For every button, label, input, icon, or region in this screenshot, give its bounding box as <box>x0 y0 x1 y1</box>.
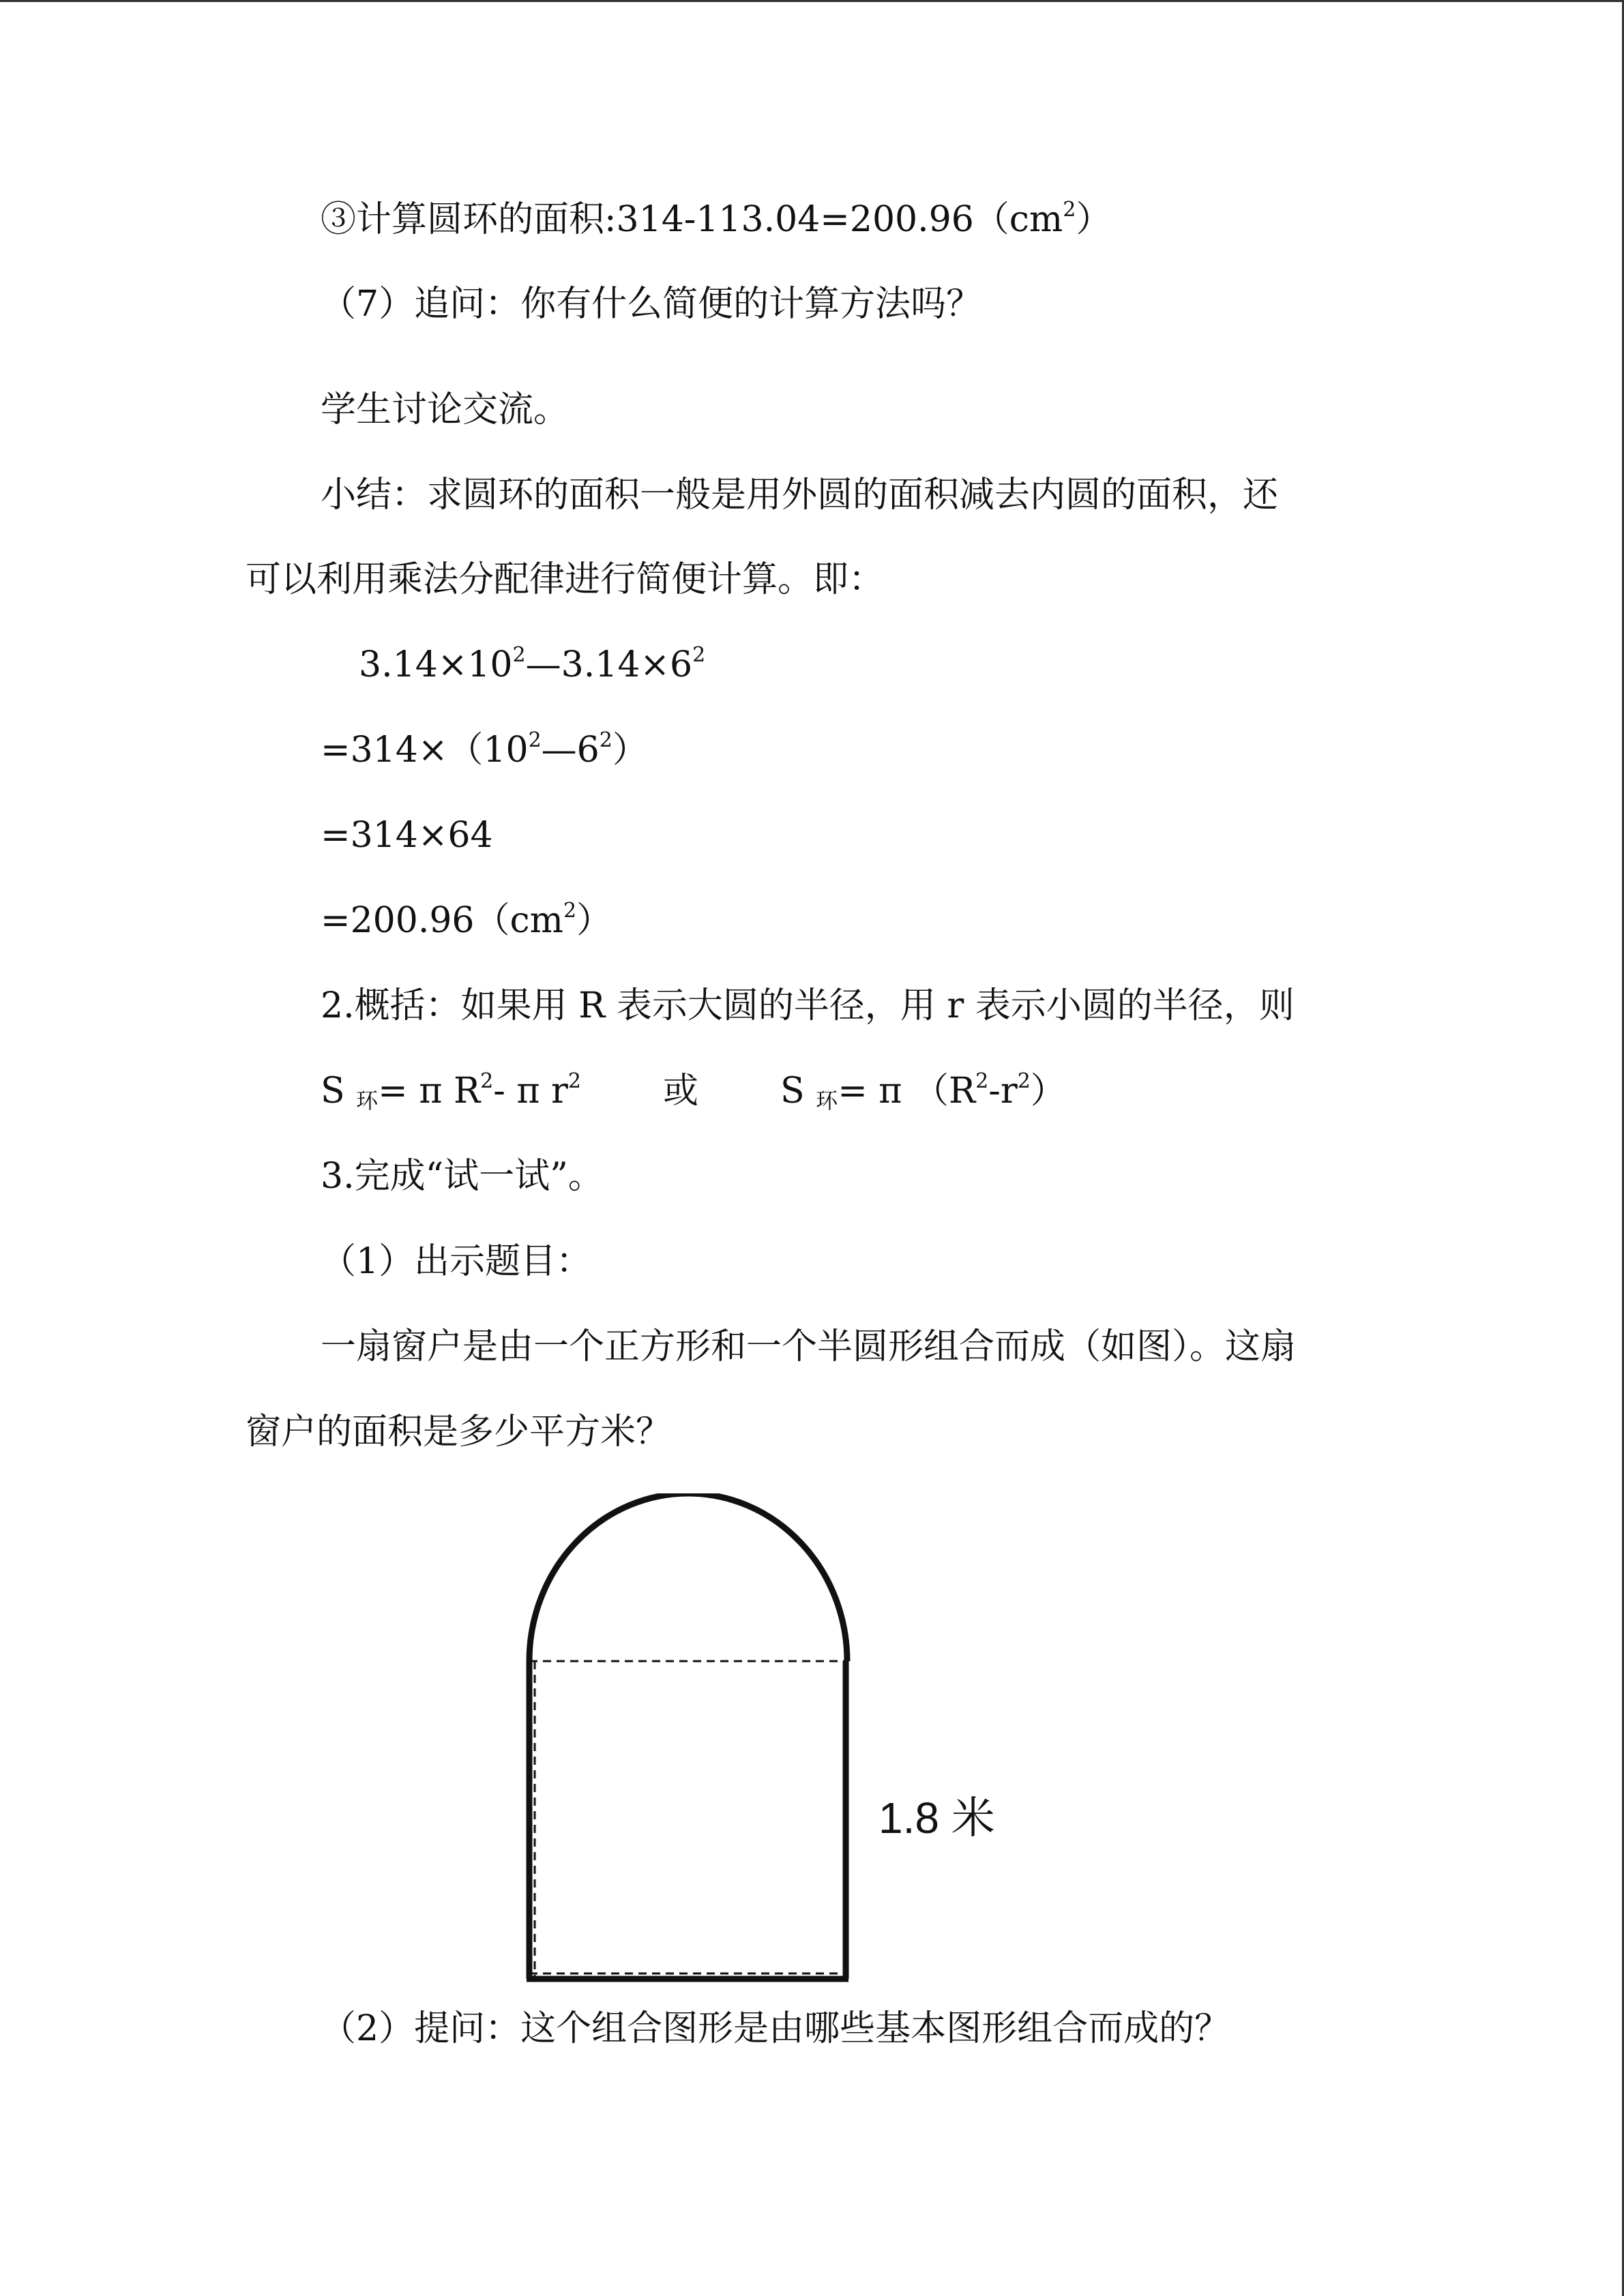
text-line-question-1: 一扇窗户是由一个正方形和一个半圆形组合而成（如图）。这扇 <box>321 1326 1297 1367</box>
text-line-5: 可以利用乘法分配律进行简便计算。即： <box>246 559 885 600</box>
text-line-1: ③计算圆环的面积$:314-113.04=200.96(cm^2)$ <box>321 198 1112 240</box>
text-line-question-2: 窗户的面积是多少平方米？ <box>246 1412 672 1452</box>
formula-line-2: $=314\times(10^2—6^2)$ <box>321 728 648 771</box>
window-figure <box>505 1493 1050 1998</box>
page-border-top <box>0 0 1624 2</box>
area-formula-line: S $_环$= π $R^2-$ π $r^2$ 或 S $_环$= π $(R^2-r^2)$ <box>321 1069 1066 1114</box>
text-line-task: 3.完成“试一试”。 <box>321 1156 604 1197</box>
text-line-2: （7）追问：你有什么简便的计算方法吗？ <box>321 284 982 325</box>
side-length-label: 1.8 米 <box>879 1793 995 1843</box>
formula-line-1: $3.14\times 10^2—3.14\times 6^2$ <box>359 643 706 685</box>
window-diagram <box>505 1493 1050 1998</box>
text-line-4: 小结：求圆环的面积一般是用外圆的面积减去内圆的面积，还 <box>321 475 1279 516</box>
text-line-ask: （2）提问：这个组合图形是由哪些基本图形组合而成的？ <box>321 2008 1230 2049</box>
semicircle-arc <box>529 1493 847 1661</box>
text-line-show-question: （1）出示题目： <box>321 1241 592 1282</box>
text-line-summary: 2.概括：如果用 R 表示大圆的半径，用 r 表示小圆的半径，则 <box>321 985 1295 1026</box>
text-line-3: 学生讨论交流。 <box>321 389 570 430</box>
formula-line-4: $=200.96(cm^2)$ <box>321 899 612 941</box>
formula-line-3: =314×64 <box>321 815 493 856</box>
